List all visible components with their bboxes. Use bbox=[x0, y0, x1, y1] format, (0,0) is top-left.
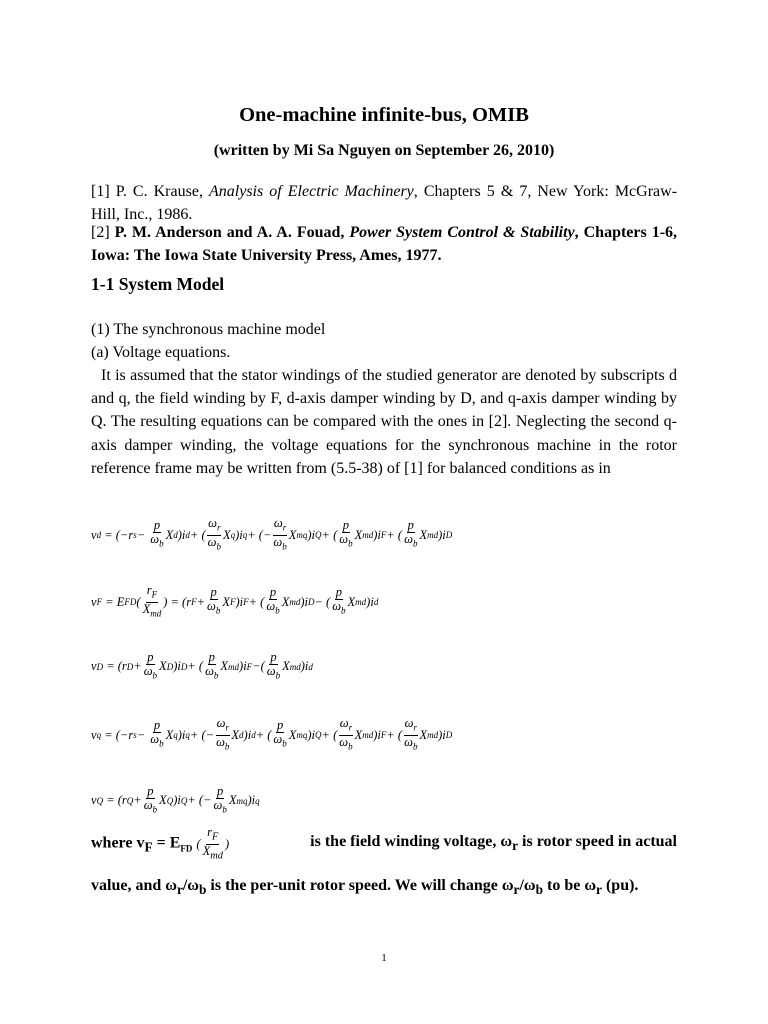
reference-2 bbox=[91, 221, 677, 267]
section-heading: 1-1 System Model bbox=[91, 274, 225, 294]
per-unit-speed-line: value, and $\omega_r/\omega_b$ is the per-unit rotor speed. We will change $\omega_r/\omega_b$ to be $\omega_r$ (pu). bbox=[91, 877, 639, 898]
page-number: 1 bbox=[381, 952, 387, 964]
where-right: is the field winding voltage, $\omega_r$ is rotor speed in actual bbox=[310, 833, 677, 854]
reference-2-book: Power System Control & Stability bbox=[349, 224, 575, 241]
where-line bbox=[91, 826, 677, 862]
reference-2-rest: , Chapters 1-6, Iowa: The Iowa State University Press, Ames, 1977. bbox=[91, 224, 678, 264]
field-voltage-fraction: ( $\frac{r_F}{X_{md}}$ ) bbox=[196, 825, 230, 861]
item-1: (1) The synchronous machine model bbox=[91, 321, 326, 338]
where-left: where $v_F = E_{FD}$ ( $\frac{r_F}{X_{md}}$ ) bbox=[91, 825, 230, 861]
reference-2-tag: [2] bbox=[91, 224, 110, 241]
equation-vf: v F = E FD ( $\frac{r_F}{X_{md}}$ ) = (r F + $\frac{p}{\omega_b}$ X F )i F + ( $\frac{p}{\omega_b}$ X md )i D − ( $\frac{p}{\omega_b}$ X md )i d bbox=[91, 583, 379, 618]
reference-1-rest: , Chapters 5 & 7, New York: McGraw-Hill, Inc., 1986. bbox=[91, 183, 678, 223]
item-a: (a) Voltage equations. bbox=[91, 344, 231, 361]
equation-vD: v D = (r D + $\frac{p}{\omega_b}$ X D )i D + ( $\frac{p}{\omega_b}$ X md )i F −( $\frac{p}{\omega_b}$ X md )i d bbox=[91, 650, 313, 681]
reference-1 bbox=[91, 180, 677, 226]
body-paragraph: It is assumed that the stator windings of the studied generator are denoted by subscripts d and q, the field winding by F, d-axis damper winding by D, and q-axis damper winding by Q. The resulting equations can be compared with the ones in [2]. Neglecting the second q-axis damper winding, the voltage equations for the synchronous machine in the rotor reference frame may be written from (5.5-38) of [1] for balanced conditions as in bbox=[91, 367, 677, 477]
reference-2-authors: P. M. Anderson and A. A. Fouad, bbox=[114, 224, 345, 241]
page-title: One-machine infinite-bus, OMIB bbox=[239, 104, 529, 126]
reference-1-authors: P. C. Krause, bbox=[115, 183, 203, 200]
reference-1-tag: [1] bbox=[91, 183, 110, 200]
page-subtitle: (written by Mi Sa Nguyen on September 26, 2010) bbox=[213, 142, 555, 159]
equation-vq: v q = (−r s − $\frac{p}{\omega_b}$ X q )i q + (− $\frac{\omega_r}{\omega_b}$ X d )i d + ( $\frac{p}{\omega_b}$ X mq )i Q + ( $\frac{\omega_r}{\omega_b}$ X md )i F + ( $\frac{\omega_r}{\omega_b}$ X md )i D bbox=[91, 716, 453, 751]
equation-vQ: v Q = (r Q + $\frac{p}{\omega_b}$ X Q )i Q + (− $\frac{p}{\omega_b}$ X mq )i q bbox=[91, 784, 260, 815]
equation-vd: v d = (−r s − $\frac{p}{\omega_b}$ X d )i d + ( $\frac{\omega_r}{\omega_b}$ X q )i q + (− $\frac{\omega_r}{\omega_b}$ X mq )i Q + ( $\frac{p}{\omega_b}$ X md )i F + ( $\frac{p}{\omega_b}$ X md )i D bbox=[91, 516, 453, 551]
reference-1-book: Analysis of Electric Machinery bbox=[209, 183, 414, 200]
